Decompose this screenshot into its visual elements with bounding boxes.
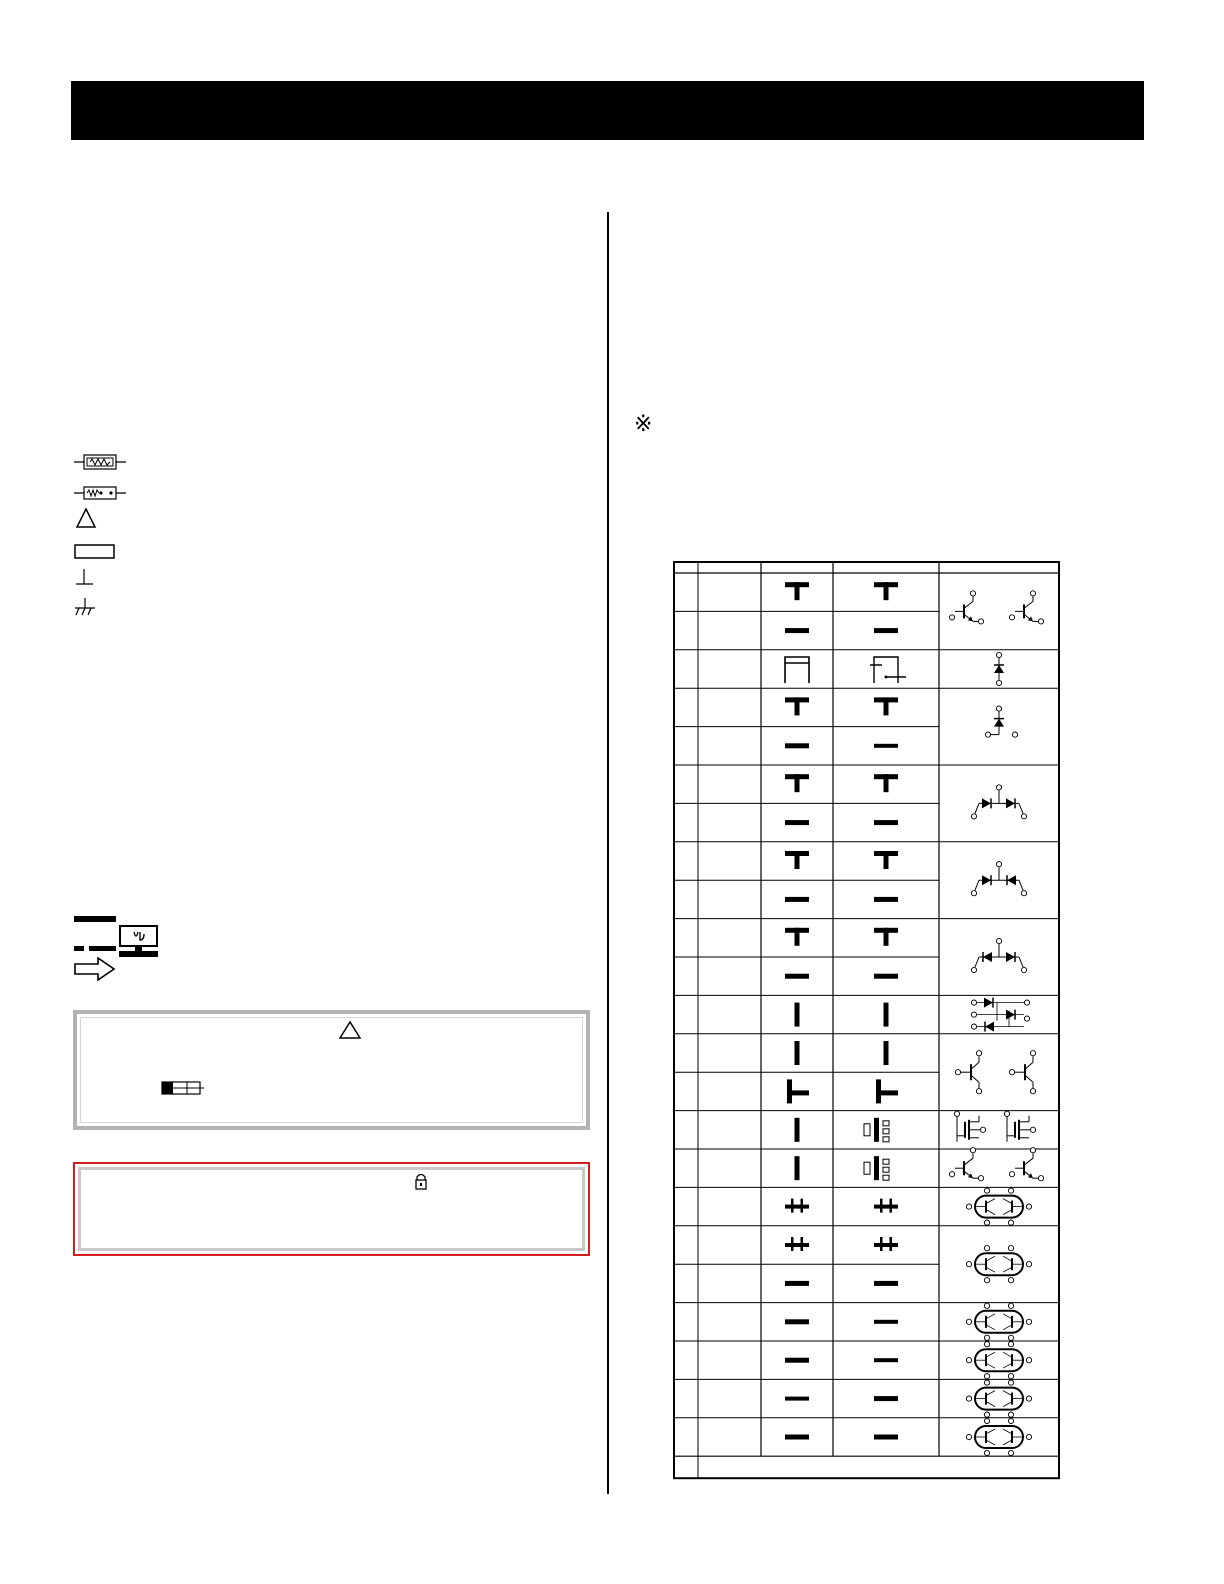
diode-bridge-icon — [971, 998, 1029, 1032]
lead-shape-right — [874, 974, 898, 979]
lock-note-box — [73, 1162, 590, 1256]
lead-shape-left — [785, 928, 809, 946]
dual-diode-common-anode-icon — [971, 938, 1026, 972]
lead-shape-left — [785, 657, 809, 683]
lead-shape-right — [874, 1396, 898, 1401]
lead-shape-right — [874, 628, 898, 633]
dual-transistor-package-icon — [966, 1342, 1031, 1379]
lead-shape-left — [785, 974, 809, 979]
dual-diode-series-icon — [971, 785, 1026, 819]
lead-shape-left — [785, 1237, 809, 1251]
lead-shape-left — [785, 851, 809, 869]
lead-shape-left — [785, 582, 809, 600]
lead-shape-left — [795, 1003, 800, 1027]
arrow-right-icon — [74, 957, 116, 986]
lead-shape-left — [795, 1041, 800, 1065]
lead-shape-left — [785, 820, 809, 825]
lead-shape-right — [874, 582, 898, 600]
dashed-line-icon — [74, 940, 118, 958]
dual-transistor-package-icon — [966, 1380, 1031, 1417]
lead-shape-right — [874, 744, 898, 748]
lead-shape-right — [874, 897, 898, 902]
dual-transistor-package-icon — [966, 1418, 1031, 1455]
ground-icon — [74, 568, 96, 593]
fuse-icon — [161, 1080, 205, 1101]
diode-icon — [994, 652, 1004, 685]
reference-mark: ※ — [634, 412, 653, 437]
lead-shape-right — [874, 697, 898, 715]
lead-shape-right — [870, 657, 906, 683]
lead-shape-left — [785, 1319, 809, 1324]
caution-triangle-icon — [338, 1020, 362, 1045]
lead-shape-left — [795, 1118, 800, 1142]
dual-diode-common-cathode-icon — [971, 862, 1026, 896]
dual-transistor-package-icon — [966, 1188, 1031, 1225]
lead-shape-right — [876, 1079, 898, 1103]
lead-shape-left — [785, 774, 809, 792]
lead-shape-right — [864, 1118, 889, 1142]
lead-shape-right — [874, 1320, 898, 1324]
npn-transistor-pair-icon — [949, 1148, 1043, 1181]
fet-pair-icon — [954, 1111, 1035, 1142]
lead-shape-right — [874, 1237, 898, 1251]
diode-three-terminal-icon — [985, 706, 1017, 737]
npn-transistor-pair-icon — [949, 591, 1043, 624]
safety-note-box — [73, 1010, 590, 1130]
lead-shape-right — [884, 1041, 889, 1065]
lead-shapes — [785, 582, 906, 1439]
solid-line-icon — [74, 910, 118, 928]
lead-shape-right — [874, 1281, 898, 1286]
lead-shape-left — [785, 1358, 809, 1363]
lead-shape-left — [785, 1281, 809, 1286]
lead-shape-right — [874, 1435, 898, 1440]
variable-resistor-icon — [70, 484, 130, 507]
chassis-ground-icon — [73, 597, 97, 622]
lead-shape-left — [785, 1397, 809, 1401]
dual-transistor-package-icon — [966, 1246, 1031, 1283]
caution-triangle-icon — [75, 507, 97, 534]
fuse-resistor-icon — [70, 452, 130, 477]
page-header-bar — [71, 81, 1144, 140]
lead-shape-right — [864, 1156, 889, 1180]
transistor-pair-icon — [955, 1051, 1035, 1094]
dual-transistor-package-icon — [966, 1303, 1031, 1340]
table-grid — [674, 562, 1059, 1478]
lock-icon — [414, 1172, 428, 1195]
lead-shape-left — [787, 1079, 809, 1103]
lead-shape-left — [785, 897, 809, 902]
lead-shape-left — [795, 1156, 800, 1180]
schematic-symbols — [949, 591, 1043, 1456]
lead-shape-left — [785, 743, 809, 748]
lead-shape-right — [874, 774, 898, 792]
lead-shape-right — [874, 928, 898, 946]
parts-table — [672, 560, 1064, 1485]
lead-shape-left — [785, 1199, 809, 1213]
column-divider — [607, 212, 609, 1494]
rectangle-part-icon — [74, 544, 116, 565]
video-monitor-icon — [118, 924, 160, 965]
lead-shape-left — [785, 697, 809, 715]
lead-shape-right — [874, 851, 898, 869]
lead-shape-right — [874, 820, 898, 825]
lead-shape-left — [785, 628, 809, 633]
lead-shape-right — [874, 1358, 898, 1362]
lead-shape-right — [884, 1003, 889, 1027]
lead-shape-left — [785, 1435, 809, 1440]
parts-table-svg — [672, 560, 1064, 1480]
lead-shape-right — [874, 1199, 898, 1213]
